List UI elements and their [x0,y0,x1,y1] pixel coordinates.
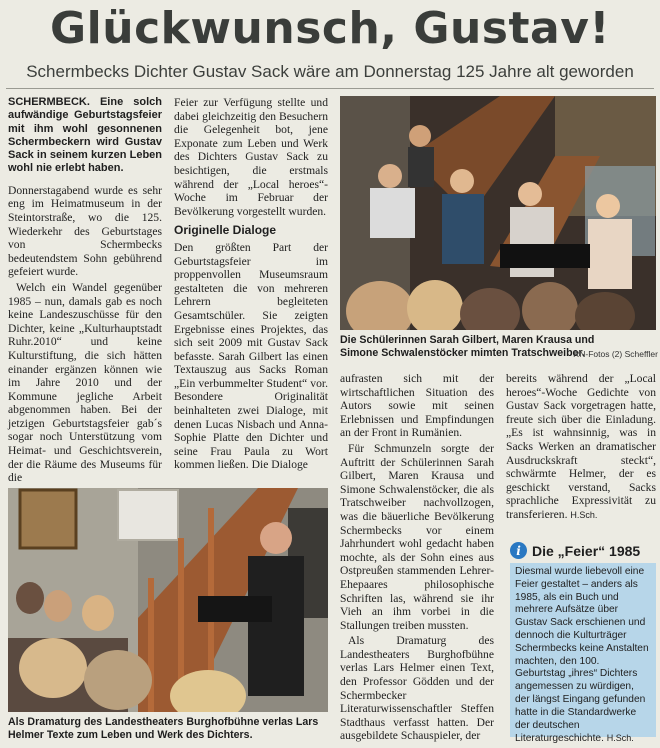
body-paragraph: Welch ein Wandel gegenüber 1985 – nun, damals gab es noch keine Landeszuschüsse für den Dichter, keine „Kulturhauptstadt Ruhr.2010“ und keine Kulturstiftung, die sich hätten einander ergänzen können wie im Jahre 2010 und der Kommune jegliche Arbeit abgenommen haben. Bei der jetzigen Geburtstagsfeier gab´s sogar noch Unterstützung vom Heimat- und Geschichtsverein, der die Räume des Museums für die [8,280,162,485]
header-rule [6,88,654,89]
body-paragraph: Den größten Part der Geburtstagsfeier im proppenvollen Museumsraum gestalteten die von mehreren Lehrern begleiteten Gesamtschüler. Sie zeigten Ergebnisse eines Projektes, das sich seit 2009 mit Gustav Sack befasste. Sarah Gilbert las einen Textauszug aus Sacks Roman „Ein verbummelter Student“ vor. Besondere Originalität beinhalteten zwei Dialoge, mit denen Lucas Nisbach und Anna-Sophie Platte den Dichter und seine Frau Paula zu Wort kommen ließen. Die Dialoge [174,240,328,472]
subheadline: Schermbecks Dichter Gustav Sack wäre am Donnerstag 125 Jahre alt geworden [26,62,634,81]
body-paragraph: Für Schmunzeln sorgte der Auftritt der Schülerinnen Sarah Gilbert, Maren Krausa und Simone Schwalenstöcker, die als Tratschweiber nachvollzogen, was die bäuerliche Bevölkerung Schermbecks vor einem Jahrhundert wohl gedacht haben mochte, als der Sohn eines aus Ostpreußen stammenden Lehrer-Ehepaares philosophische Schriften las, während sie ihr Vieh an ihm vorbei in die Stallungen treiben mussten. [340,441,494,632]
photo-caption-bottom: Als Dramaturg des Landestheaters Burghofbühne verlas Lars Helmer Texte zum Leben und Werk des Dichters. [8,716,319,741]
info-box-text: Diesmal wurde liebevoll eine Feier gestaltet – anders als 1985, als ein Buch und mehrere Aufsätze über Gustav Sack erschienen und dennoch die Kulturträger Schermbecks keine Anstalten machten, den 100. Geburtstag „ihres“ Dichters angemessen zu würdigen, der längst Eingang gefunden hatte in die Standardwerke der deutschen Literaturgeschichte. [515,566,649,745]
body-paragraph: aufrasten sich mit der wirtschaftlichen Situation des Autors sowie mit seinen Erlebnissen und Empfindungen an der Front in Rumänien. [340,372,494,440]
info-box-signature: H.Sch. [606,733,634,744]
info-icon: i [510,542,527,559]
photo-credit: RN-Fotos (2) Scheffler [573,349,658,359]
subheading: Originelle Dialoge [174,223,277,238]
photo-dramaturg-reading-image [8,488,328,712]
info-box-body [510,563,656,745]
article-column-3 [340,372,494,745]
headline: Glückwunsch, Gustav! [50,3,610,54]
photo-students-dialogue-image [340,96,656,330]
body-text: bereits während der „Local heroes“-Woche Gedichte von Gustav Sack vorgetragen hatte, freute sich über die Einladung. „Es ist wahnsinnig, was in Sacks Werken an dramatischer Ausdruckskraft steckt“, schwärmte Helmer, der es geschickt verstand, Sacks sprachliche Expressivität zu transferieren. [506,372,656,521]
lead-paragraph: SCHERMBECK. Eine solch aufwändige Geburtstagsfeier mit ihm wohl gesonnenen Schermbeckern wird Gustav Sack in seinem kurzen Leben wohl nie erlebt haben. [8,96,162,175]
info-box-title: Die „Feier“ 1985 [532,542,641,559]
body-paragraph: Als Dramaturg des Landestheaters Burghofbühne verlas Lars Helmer einen Text, den Professor Gödden und der Schermbecker Literaturwissenschaftler Steffen Stadthaus verfasst hatten. Der ausgebildete Schauspieler, der [340,634,494,743]
article-column-2 [174,96,328,474]
info-box-header [510,542,656,559]
photo-students-dialogue [340,96,656,330]
article-column-4 [506,372,656,525]
author-signature: H.Sch. [570,509,598,520]
body-paragraph: Donnerstagabend wurde es sehr eng im Heimatmuseum in der Steintorstraße, wo die 125. Wiederkehr des Geburtstages von Schermbecks bedeutendstem Sohn gebührend gefeiert wurde. [8,183,162,279]
article-column-1 [8,96,162,487]
photo-dramaturg-reading [8,488,328,712]
body-paragraph: Feier zur Verfügung stellte und dabei gleichzeitig den Besuchern die Gelegenheit bot, jene Exponate zum Leben und Werk des Dichters Gustav Sack zu besichtigen, die erstmals während der „Local heroes“-Woche im Februar der Bevölkerung vorgestellt wurden. [174,96,328,218]
body-paragraph [506,372,656,523]
info-box [510,542,656,745]
photo-caption-top: Die Schülerinnen Sarah Gilbert, Maren Krausa und Simone Schwalenstöcker mimten Tratschweiber. [340,334,595,359]
